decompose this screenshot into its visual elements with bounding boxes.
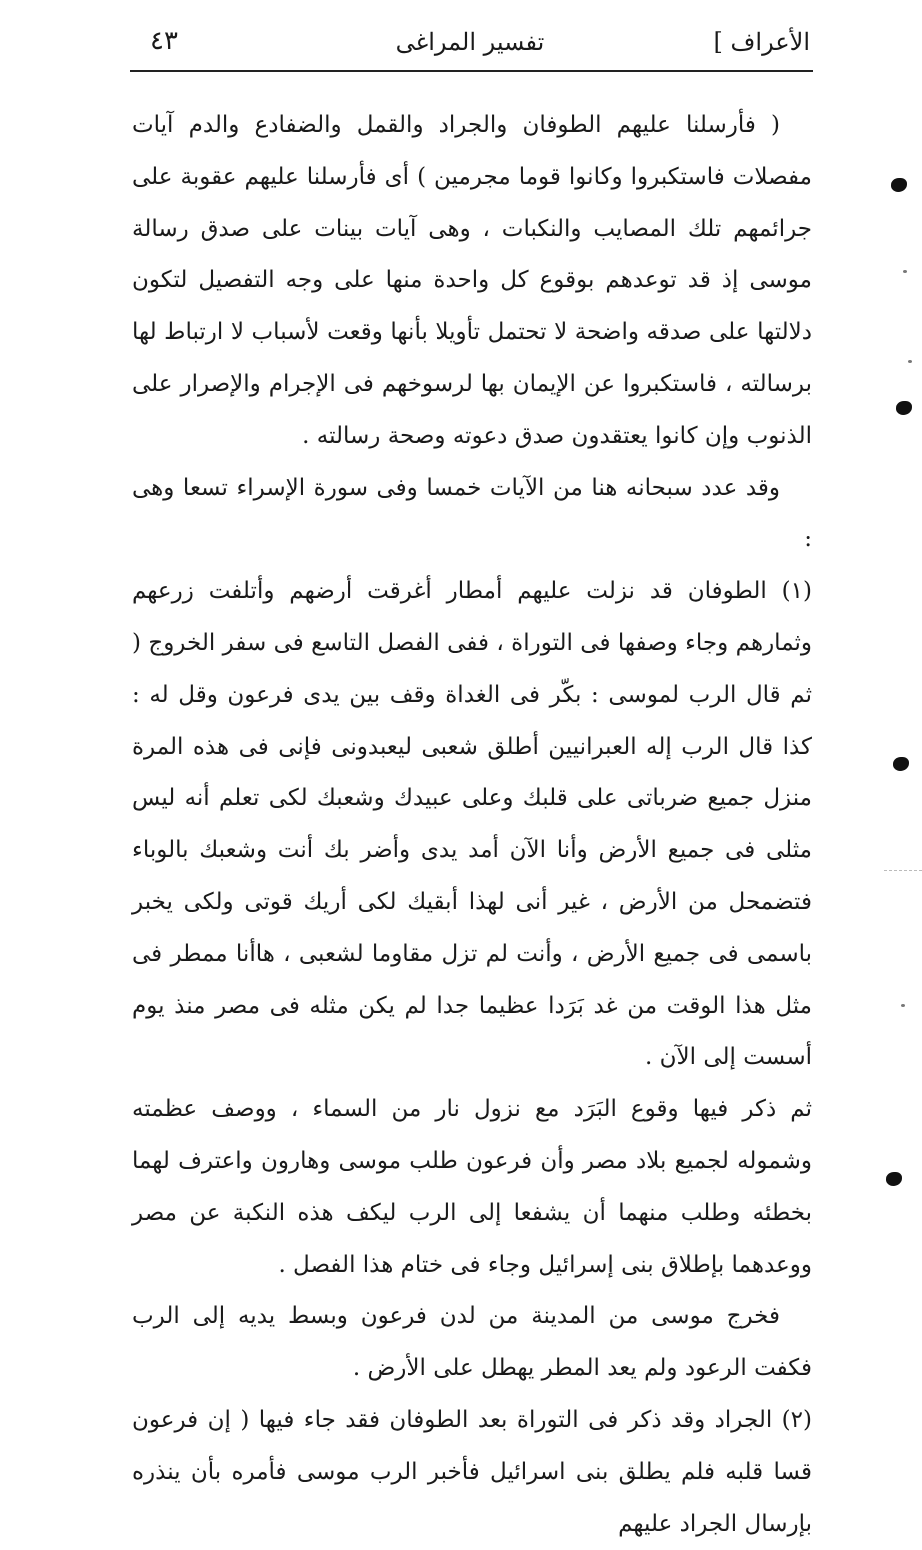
- margin-scan-line: [884, 870, 922, 871]
- book-title: تفسير المراغى: [395, 28, 545, 56]
- paragraph-count-of-signs: وقد عدد سبحانه هنا من الآيات خمسا وفى سورة الإسراء تسعا وهى :: [132, 474, 812, 553]
- paragraph-locusts: (٢) الجراد وقد ذكر فى التوراة بعد الطوفان فقد جاء فيها ( إن فرعون قسا قلبه فلم يطلق بنى اسرائيل فأخبر الرب موسى فأمره بأن ينذره بإرسال الجراد عليهم: [132, 1406, 812, 1537]
- paragraph-moses-prays: فخرج موسى من المدينة من لدن فرعون وبسط يديه إلى الرب فكفت الرعود ولم يعد المطر يهطل على الأرض .: [132, 1303, 812, 1382]
- margin-speck: [908, 360, 912, 363]
- margin-speck: [903, 270, 907, 273]
- margin-speck: [901, 1004, 905, 1007]
- margin-ink-spot: [891, 178, 907, 192]
- paragraph-verse-commentary: ( فأرسلنا عليهم الطوفان والجراد والقمل والضفادع والدم آيات مفصلات فاستكبروا وكانوا قوما مجرمين ) أى فأرسلنا عليهم عقوبة على جرائمهم تلك المصايب والنكبات ، وهى آيات بينات على صدق رسالة موسى إذ قد توعدهم بوقوع كل واحدة منها على وجه التفصيل لتكون دلالتها على صدقه واضحة لا تحتمل تأويلا بأنها وقعت لأسباب لا ارتباط لها برسالته ، فاستكبروا عن الإيمان بها لرسوخهم فى الإجرام والإصرار على الذنوب وإن كانوا يعتقدون صدق دعوته وصحة رسالته .: [132, 112, 812, 449]
- margin-ink-spot: [893, 757, 909, 771]
- paragraph-flood: (١) الطوفان قد نزلت عليهم أمطار أغرقت أرضهم وأتلفت زرعهم وثمارهم وجاء وصفها فى التوراة ، ففى الفصل التاسع فى سفر الخروج ( ثم قال الرب لموسى : بكّر فى الغداة وقف بين يدى فرعون وقل له : كذا قال الرب إله العبرانيين أطلق شعبى ليعبدونى فإنى فى هذه المرة منزل جميع ضرباتى على قلبك وعلى عبيدك وشعبك لكى تعلم أنه ليس مثلى فى جميع الأرض وأنا الآن أمد يدى وأضر بك أنت وشعبك بالوباء فتضمحل من الأرض ، غير أنى لهذا أبقيك لكى أريك قوتى ولكى يخبر باسمى فى جميع الأرض ، وأنت لم تزل مقاوما لشعبى ، هاأنا ممطر فى مثل هذا الوقت من غد بَرَدا عظيما جدا لم يكن مثله فى مصر منذ يوم أسست إلى الآن .: [132, 578, 812, 1071]
- page-header: [130, 22, 810, 66]
- paragraph-hail: ثم ذكر فيها وقوع البَرَد مع نزول نار من السماء ، ووصف عظمته وشموله لجميع بلاد مصر وأن فرعون طلب موسى وهارون واعترف لهما بخطئه وطلب منهما أن يشفعا إلى الرب ليكف هذه النكبة عن مصر ووعدهما بإطلاق بنى إسرائيل وجاء فى ختام هذا الفصل .: [132, 1096, 812, 1278]
- page-body: [132, 100, 812, 1550]
- page-number: ٤٣: [150, 26, 178, 56]
- surah-name: الأعراف ]: [713, 28, 810, 56]
- margin-ink-spot: [896, 401, 912, 415]
- margin-ink-spot: [886, 1172, 902, 1186]
- header-rule: [130, 70, 813, 72]
